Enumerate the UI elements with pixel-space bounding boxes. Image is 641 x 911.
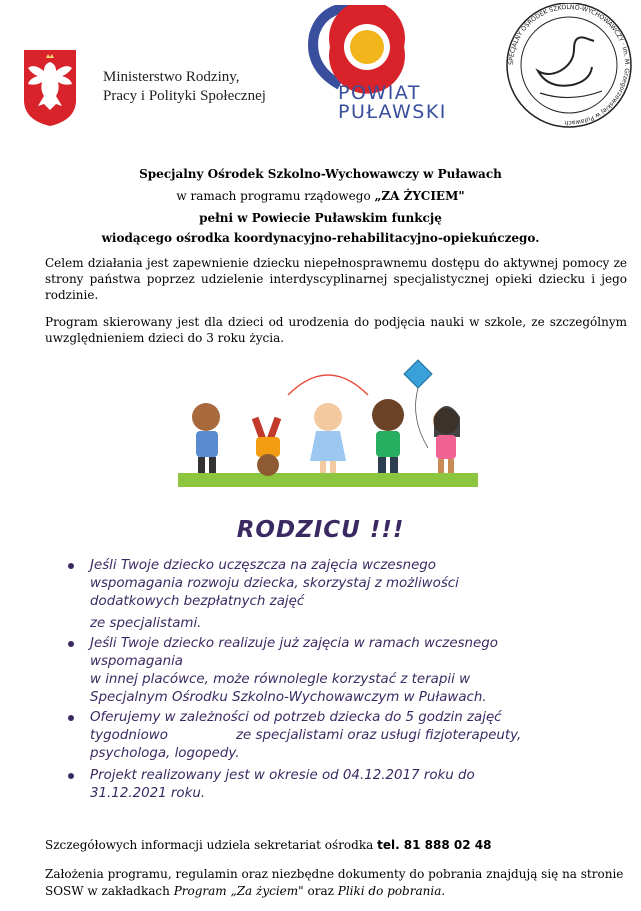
- child-3-jumprope-icon: [288, 375, 368, 473]
- powiat-name-line2: PUŁAWSKI: [338, 101, 447, 123]
- target-paragraph: Program skierowany jest dla dzieci od urodzenia do podjęcia nauki w szkole, ze szczególnym uwzględnieniem dzieci do 3 roku życia.: [45, 315, 627, 345]
- intro-line-3: pełni w Powiecie Puławskim funkcję: [199, 211, 442, 225]
- child-4-icon: [372, 399, 404, 473]
- polish-eagle-emblem-icon: [24, 50, 76, 126]
- list-item-line: dodatkowych bezpłatnych zajęć: [90, 594, 305, 609]
- benefits-list: [68, 557, 628, 803]
- footer-text: Założenia programu, regulamin oraz niezbędne dokumenty do pobrania znajdują się na stronie SOSW w zakładkach: [45, 867, 624, 898]
- list-item-line: Projekt realizowany jest w okresie od 04.12.2017 roku do: [90, 768, 475, 783]
- footer-text-end: .: [441, 884, 446, 898]
- parents-heading: RODZICU !!!: [236, 517, 405, 543]
- child-2-handstand-icon: [252, 417, 281, 476]
- downloads-tab-link: Pliki do pobrania: [337, 884, 442, 898]
- ministry-name: [103, 68, 266, 106]
- footer-text-mid: oraz: [303, 884, 338, 898]
- grass: [178, 473, 478, 487]
- footer-note: [45, 866, 635, 900]
- list-item-line: Jeśli Twoje dziecko realizuje już zajęcia w ramach wczesnego: [90, 636, 498, 651]
- list-item-line: 31.12.2021 roku.: [90, 786, 206, 801]
- goal-paragraph: Celem działania jest zapewnienie dziecku niepełnosprawnemu dostępu do aktywnej pomocy ze strony państwa poprzez udzielenie interdyscyplinarnej specjalistycznej opieki dziecku i jego rodzinie.: [45, 256, 627, 302]
- school-seal: [500, 3, 638, 128]
- list-item-line: Jeśli Twoje dziecko uczęszcza na zajęcia wczesnego: [90, 558, 436, 573]
- list-item-line: wspomagania: [90, 654, 183, 669]
- powiat-name-line1: POWIAT: [338, 82, 421, 104]
- list-item-line: ze specjalistami.: [90, 616, 202, 631]
- list-item: [68, 557, 628, 633]
- powiat-circles-icon: [313, 5, 405, 94]
- contact-line: [45, 838, 491, 852]
- ministry-name-line1: Ministerstwo Rodziny,: [103, 69, 240, 85]
- list-item-line: w innej placówce, może równolegle korzystać z terapii w: [90, 672, 471, 687]
- ministry-name-line2: Pracy i Polityki Społecznej: [103, 88, 266, 104]
- phone-number: tel. 81 888 02 48: [377, 838, 492, 852]
- list-item-line: psychologa, logopedy.: [90, 746, 240, 761]
- intro-line-2: [0, 189, 641, 203]
- list-item-line: wspomagania rozwoju dziecka, skorzystaj z możliwości: [90, 576, 459, 591]
- bullet-icon: [68, 715, 74, 721]
- kite-icon: [404, 360, 432, 448]
- program-name: „ZA ŻYCIEM": [374, 189, 465, 203]
- bullet-icon: [68, 773, 74, 779]
- playing-children-illustration: [178, 355, 478, 490]
- intro-line-4: wiodącego ośrodka koordynacyjno-rehabilitacyjno-opiekuńczego.: [101, 231, 540, 245]
- list-item-line: tygodniowo ze specjalistami oraz usługi fizjoterapeuty,: [90, 728, 522, 743]
- list-item: [68, 635, 628, 707]
- seal-ring-text: SPECJALNY OŚRODEK SZKOLNO-WYCHOWAWCZY · im. M. Grzegorzewskiej w Puławach: [507, 3, 631, 127]
- program-tab-link: Program „Za życiem": [173, 884, 304, 898]
- list-item-line: Specjalnym Ośrodku Szkolno-Wychowawczym w Puławach.: [90, 690, 487, 705]
- child-5-icon: [433, 406, 460, 473]
- list-item-line: Oferujemy w zależności od potrzeb dziecka do 5 godzin zajęć: [90, 710, 502, 725]
- bullet-icon: [68, 563, 74, 569]
- swan-icon: [538, 37, 602, 97]
- list-item: [68, 709, 628, 763]
- bullet-icon: [68, 641, 74, 647]
- child-1-icon: [192, 403, 220, 473]
- intro-line-1: Specjalny Ośrodek Szkolno-Wychowawczy w Puławach: [139, 167, 502, 181]
- list-item: [68, 767, 628, 803]
- powiat-name: [338, 84, 447, 122]
- contact-text: Szczegółowych informacji udziela sekretariat ośrodka: [45, 838, 378, 852]
- intro-line-2-text: w ramach programu rządowego: [176, 189, 375, 203]
